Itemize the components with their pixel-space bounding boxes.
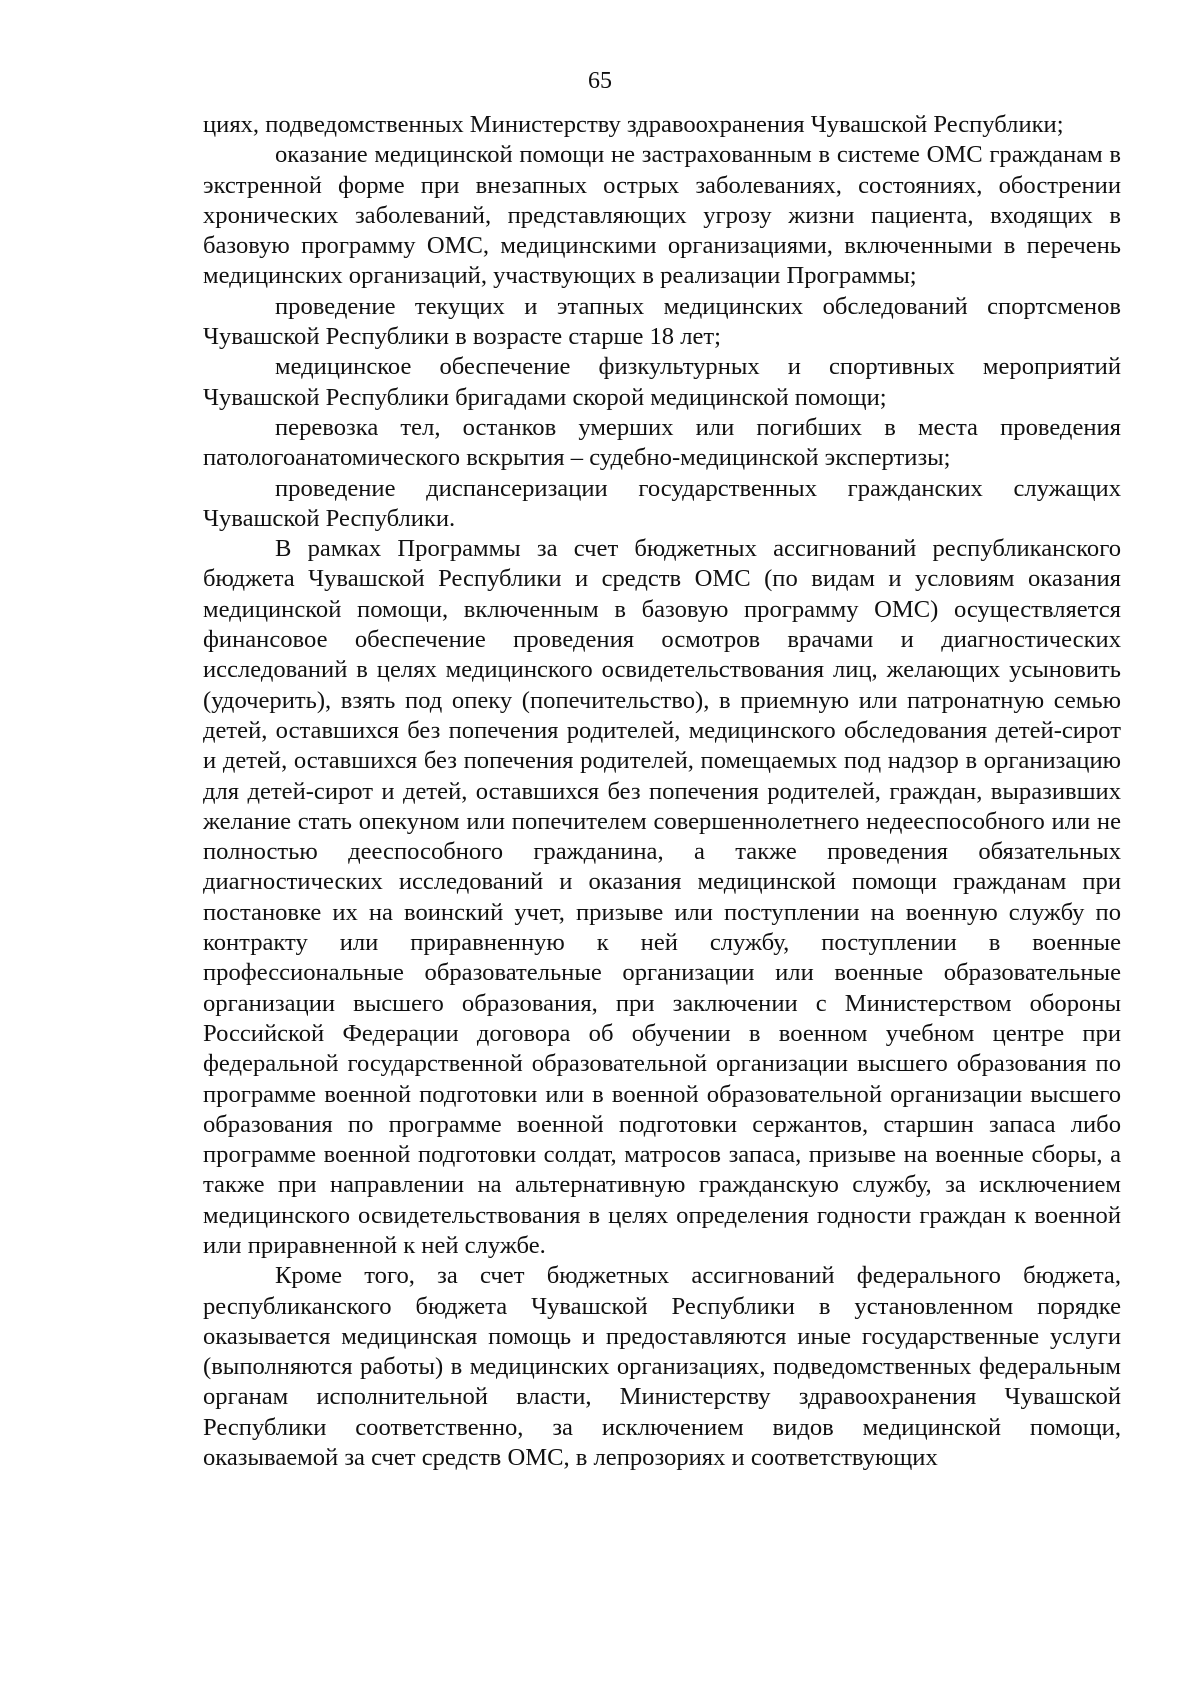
paragraph-sports-events-medical-support: медицинское обеспечение физкультурных и спортивных мероприятий Чувашской Республики бригадами скорой медицинской помощи; <box>203 353 1121 411</box>
paragraph-body-transportation: перевозка тел, останков умерших или погибших в места проведения патологоанатомического вскрытия – судебно-медицинской экспертизы; <box>203 413 1121 472</box>
paragraph-federal-budget-care: Кроме того, за счет бюджетных ассигнований федерального бюджета, республиканского бюджета Чувашской Республики в установленном порядке оказывается медицинская помощь и предоставляются иные государственные услуги (выполняются работы) в медицинских организациях, подведомственных федеральным органам исполнительной власти, Министерству здравоохранения Чувашской Республики соответственно, за исключением видов медицинской помощи, оказываемой за счет средств ОМС, в лепрозориях и соответствующих <box>203 1262 1121 1472</box>
paragraph-program-financing: В рамках Программы за счет бюджетных ассигнований республиканского бюджета Чувашской Республики и средств ОМС (по видам и условиям оказания медицинской помощи, включенным в базовую программу ОМС) осуществляется финансовое обеспечение проведения осмотров врачами и диагностических исследований в целях медицинского освидетельствования лиц, желающих усыновить (удочерить), взять под опеку (попечительство), в приемную или патронатную семью детей, оставшихся без попечения родителей, медицинского обследования детей-сирот и детей, оставшихся без попечения родителей, помещаемых под надзор в организацию для детей-сирот и детей, оставшихся без попечения родителей, граждан, выразивших желание стать опекуном или попечителем совершеннолетнего недееспособного или не полностью дееспособного гражданина, а также проведения обязательных диагностических исследований и оказания медицинской помощи гражданам при постановке их на воинский учет, призыве или поступлении на военную службу по контракту или приравненную к ней службу, поступлении в военные профессиональные образовательные организации или военные образовательные организации высшего образования, при заключении с Министерством обороны Российской Федерации договора об обучении в военном учебном центре при федеральной государственной образовательной организации высшего образования по программе военной подготовки или в военной образовательной организации высшего образования по программе военной подготовки сержантов, старшин запаса либо программе военной подготовки солдат, матросов запаса, призыве на военные сборы, а также при направлении на альтернативную гражданскую службу, за исключением медицинского освидетельствования в целях определения годности граждан к военной или приравненной к ней службе. <box>203 535 1121 1259</box>
paragraph-athlete-examinations: проведение текущих и этапных медицинских обследований спортсменов Чувашской Республики в возрасте старше 18 лет; <box>203 292 1121 351</box>
document-body <box>203 110 1121 1473</box>
paragraph-continuation: циях, подведомственных Министерству здравоохранения Чувашской Республики; <box>203 111 1064 138</box>
paragraph-uninsured-emergency-care: оказание медицинской помощи не застрахованным в системе ОМС гражданам в экстренной форме при внезапных острых заболеваниях, состояниях, обострении хронических заболеваний, представляющих угрозу жизни пациента, входящих в базовую программу ОМС, медицинскими организациями, включенными в перечень медицинских организаций, участвующих в реализации Программы; <box>203 141 1121 290</box>
paragraph-civil-servants-dispensary: проведение диспансеризации государственных гражданских служащих Чувашской Республики. <box>203 474 1121 532</box>
page-number: 65 <box>588 68 612 94</box>
